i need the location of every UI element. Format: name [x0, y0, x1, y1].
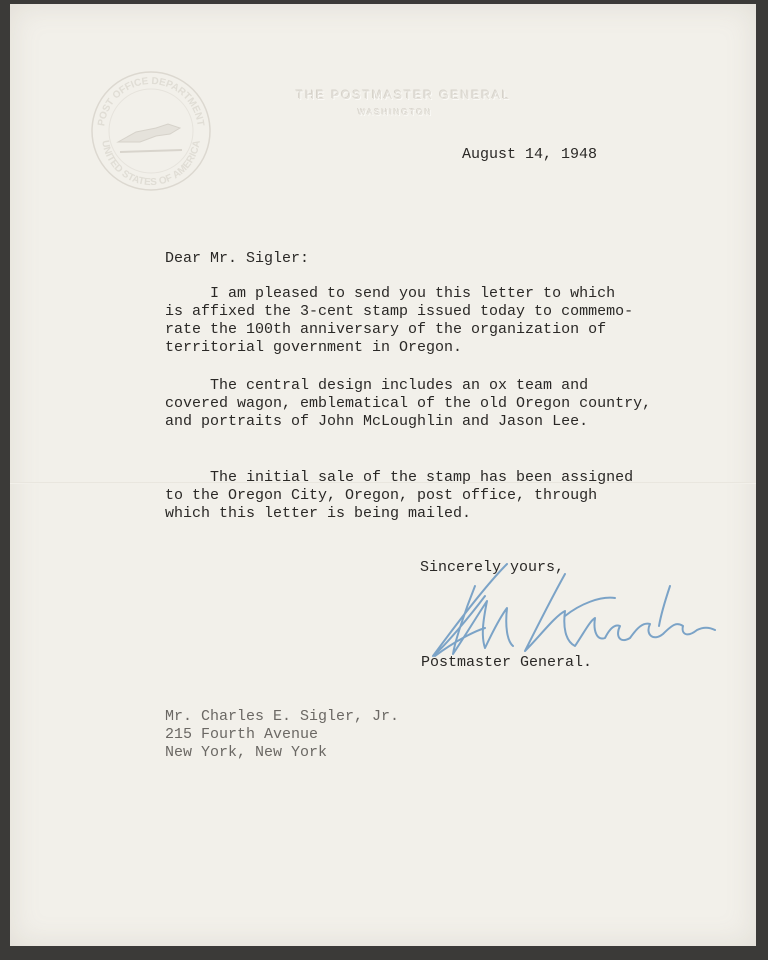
paragraph-line: and portraits of John McLoughlin and Jason Lee. [165, 413, 589, 430]
paragraph-line: is affixed the 3-cent stamp issued today to commemo- [165, 303, 634, 320]
signature [415, 556, 725, 666]
letter-page [10, 4, 756, 946]
letter-date: August 14, 1948 [462, 146, 598, 163]
paragraph-line: which this letter is being mailed. [165, 505, 472, 522]
address-line: Mr. Charles E. Sigler, Jr. [165, 708, 400, 725]
embossed-seal [90, 70, 212, 192]
letterhead-city: WASHINGTON [358, 108, 433, 117]
address-line: 215 Fourth Avenue [165, 726, 319, 743]
paragraph-line: covered wagon, emblematical of the old Oregon country, [165, 395, 652, 412]
paragraph-line: rate the 100th anniversary of the organization of [165, 321, 607, 338]
svg-text:POST OFFICE DEPARTMENT: POST OFFICE DEPARTMENT [96, 75, 206, 127]
signer-title: Postmaster General. [421, 654, 593, 671]
address-line: New York, New York [165, 744, 328, 761]
closing: Sincerely yours, [420, 559, 565, 576]
paragraph-line: to the Oregon City, Oregon, post office, through [165, 487, 598, 504]
paragraph-line: I am pleased to send you this letter to which [165, 285, 616, 302]
svg-text:UNITED STATES OF AMERICA: UNITED STATES OF AMERICA [99, 139, 203, 189]
paragraph-line: territorial government in Oregon. [165, 339, 463, 356]
paragraph-line: The central design includes an ox team and [165, 377, 589, 394]
letterhead-title: THE POSTMASTER GENERAL [296, 88, 511, 102]
paragraph-line: The initial sale of the stamp has been assigned [165, 469, 634, 486]
salutation: Dear Mr. Sigler: [165, 250, 310, 267]
